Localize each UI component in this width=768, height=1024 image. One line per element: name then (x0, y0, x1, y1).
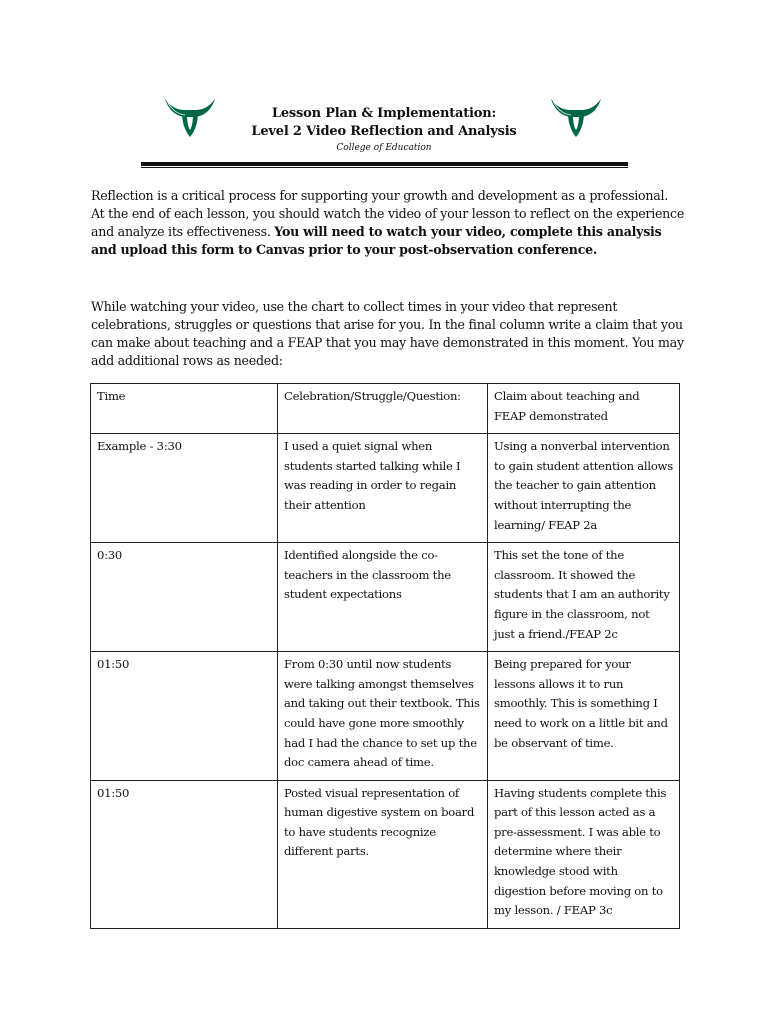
table-row (91, 434, 680, 543)
table-row (91, 543, 680, 652)
intro-paragraph-2: While watching your video, use the chart to collect times in your video that represent celebrations, struggles or questions that arise for you. In the final column write a claim that you can make about teaching and a FEAP that you may have demonstrated in this moment. You may add additional rows as needed: (91, 299, 684, 369)
cell-claim: This set the tone of the classroom. It showed the students that I am an authority figure in the classroom, not just a friend./FEAP 2c (488, 543, 680, 652)
reflection-table (90, 383, 680, 929)
page-title-line-1: Lesson Plan & Implementation: (271, 106, 497, 121)
page-title-line-2: Level 2 Video Reflection and Analysis (251, 124, 517, 139)
cell-claim: Using a nonverbal intervention to gain student attention allows the teacher to gain attention without interrupting the learning/ FEAP 2a (488, 434, 680, 543)
intro-text: Reflection is a critical process for supporting your growth and development as a professional. At the end of each lesson, you should watch the video of your lesson to reflect on the experience and analyze its effectiveness. (91, 188, 685, 240)
intro-paragraph-1 (91, 187, 685, 259)
cell-claim: Having students complete this part of this lesson acted as a pre-assessment. I was able to determine where their knowledge stood with digestion before moving on to my lesson. / FEAP 3c (488, 780, 680, 928)
header-celebration: Celebration/Struggle/Question: (278, 384, 488, 434)
cell-time: 01:50 (91, 780, 278, 928)
cell-time: Example - 3:30 (91, 434, 278, 543)
cell-note: Identified alongside the co-teachers in the classroom the student expectations (278, 543, 488, 652)
cell-note: I used a quiet signal when students started talking while I was reading in order to regain their attention (278, 434, 488, 543)
intro-instruction-bold: You will need to watch your video, complete this analysis and upload this form to Canvas prior to your post-observation conference. (91, 224, 662, 258)
table-row (91, 652, 680, 781)
cell-note: Posted visual representation of human digestive system on board to have students recognize different parts. (278, 780, 488, 928)
table-header-row (91, 384, 680, 434)
table-row (91, 780, 680, 928)
header-time: Time (91, 384, 278, 434)
bull-horns-logo-icon (549, 95, 603, 141)
header-claim: Claim about teaching and FEAP demonstrated (488, 384, 680, 434)
header-divider-thick (141, 162, 628, 166)
document-header (0, 95, 768, 155)
header-divider-thin (141, 167, 628, 168)
title-block (200, 105, 568, 155)
page-subtitle: College of Education (336, 143, 432, 153)
cell-time: 0:30 (91, 543, 278, 652)
cell-note: From 0:30 until now students were talking amongst themselves and taking out their textbook. This could have gone more smoothly had I had the chance to set up the doc camera ahead of time. (278, 652, 488, 781)
cell-time: 01:50 (91, 652, 278, 781)
cell-claim: Being prepared for your lessons allows it to run smoothly. This is something I need to work on a little bit and be observant of time. (488, 652, 680, 781)
